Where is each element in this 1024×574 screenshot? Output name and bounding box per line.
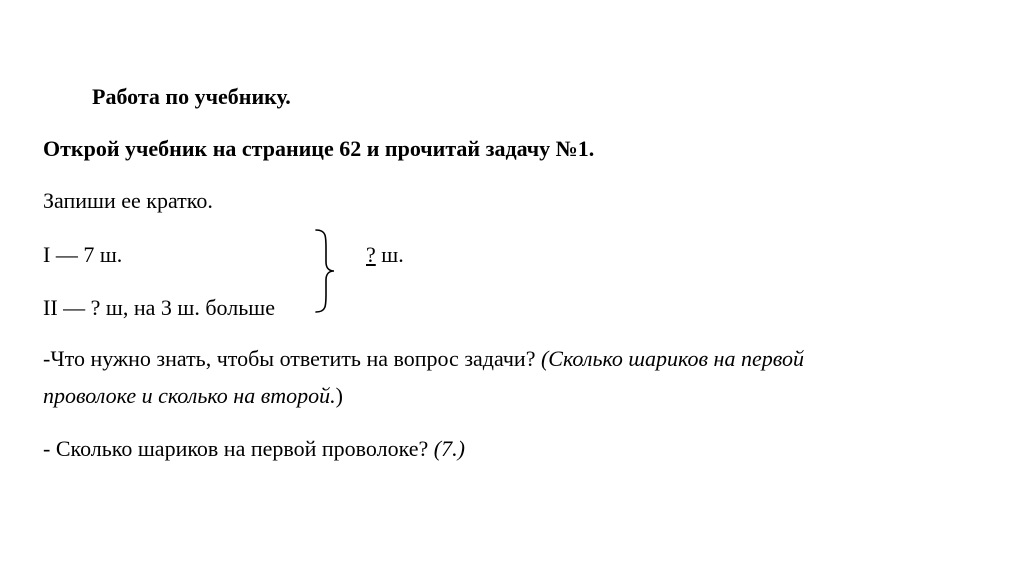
slide-heading: Работа по учебнику. xyxy=(92,84,291,109)
question-1-answer-part-1: (Сколько шариков на первой xyxy=(540,346,804,371)
question-2-text: - Сколько шариков на первой проволоке? xyxy=(43,436,434,461)
curly-brace-icon xyxy=(312,226,342,316)
question-2-line xyxy=(43,435,465,463)
write-short-instruction: Запиши ее кратко. xyxy=(43,188,213,213)
total-question-mark: ? xyxy=(366,242,376,267)
question-2-answer: (7.) xyxy=(433,436,465,461)
question-1-line-1 xyxy=(43,345,804,373)
question-1-text: -Что нужно знать, чтобы ответить на вопрос задачи? xyxy=(43,346,541,371)
question-1-line-2 xyxy=(43,382,343,410)
task-instruction: Открой учебник на странице 62 и прочитай задачу №1. xyxy=(43,136,595,161)
question-1-answer-part-2: проволоке и сколько на второй. xyxy=(43,383,336,408)
condition-row-1: I — 7 ш. xyxy=(43,242,123,267)
total-question xyxy=(366,241,404,269)
condition-row-2: II — ? ш, на 3 ш. больше xyxy=(43,295,275,320)
question-1-close-paren: ) xyxy=(335,383,343,408)
total-unit: ш. xyxy=(375,242,404,267)
